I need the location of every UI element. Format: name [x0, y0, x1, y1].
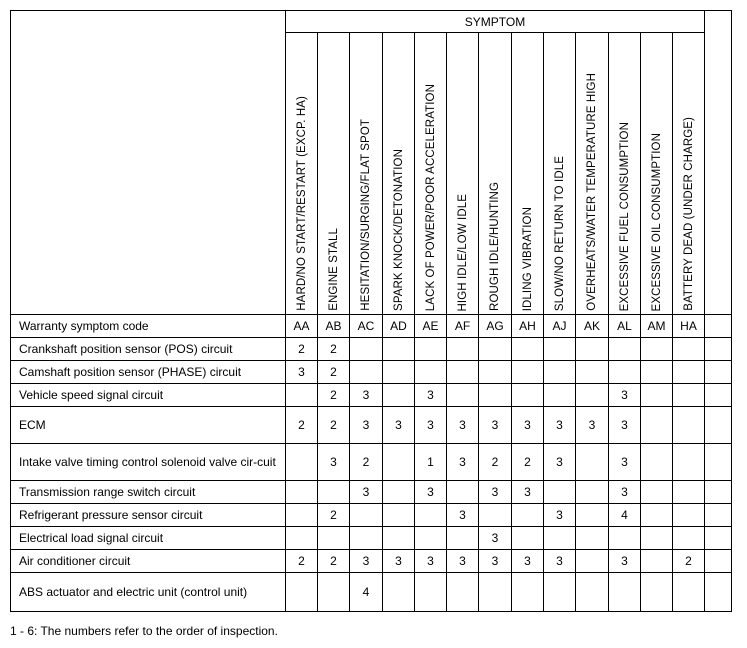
warranty-code-cell: AB: [318, 315, 350, 338]
symptom-column-header: [576, 33, 609, 315]
inspection-order-cell: 3: [512, 407, 544, 444]
inspection-order-cell: [383, 504, 415, 527]
inspection-order-cell: 3: [512, 481, 544, 504]
inspection-order-cell: [512, 384, 544, 407]
inspection-order-cell: 3: [318, 444, 350, 481]
warranty-code-cell: AE: [415, 315, 447, 338]
symptom-column-header: [641, 33, 673, 315]
inspection-order-cell: [479, 384, 512, 407]
symptom-column-label: HIGH IDLE/LOW IDLE: [456, 193, 469, 311]
inspection-order-cell: 3: [544, 504, 576, 527]
warranty-row-label: Warranty symptom code: [11, 315, 286, 338]
symptom-header-row: [11, 11, 732, 33]
warranty-code-cell: AH: [512, 315, 544, 338]
inspection-order-cell: 4: [609, 504, 641, 527]
inspection-order-cell: 3: [383, 550, 415, 573]
right-margin-cell: [705, 444, 732, 481]
inspection-order-cell: [350, 527, 383, 550]
inspection-order-cell: [415, 338, 447, 361]
inspection-order-cell: [641, 550, 673, 573]
inspection-order-cell: 3: [544, 444, 576, 481]
warranty-code-cell: AM: [641, 315, 673, 338]
right-margin-cell: [705, 407, 732, 444]
inspection-order-cell: 3: [609, 407, 641, 444]
symptom-matrix-table: [10, 10, 732, 612]
inspection-order-cell: 3: [415, 550, 447, 573]
inspection-order-cell: [641, 573, 673, 612]
inspection-order-cell: 3: [512, 550, 544, 573]
inspection-order-cell: [447, 384, 479, 407]
inspection-order-cell: [641, 361, 673, 384]
inspection-order-cell: 3: [544, 550, 576, 573]
inspection-order-cell: [286, 384, 318, 407]
inspection-order-cell: [673, 361, 705, 384]
inspection-order-cell: [286, 444, 318, 481]
inspection-order-cell: [479, 573, 512, 612]
inspection-order-cell: [576, 527, 609, 550]
inspection-order-cell: [447, 527, 479, 550]
table-row: [11, 527, 732, 550]
inspection-order-cell: 3: [447, 504, 479, 527]
symptom-column-header: [544, 33, 576, 315]
table-row: [11, 407, 732, 444]
warranty-code-cell: AF: [447, 315, 479, 338]
inspection-order-cell: [479, 361, 512, 384]
inspection-order-cell: [512, 527, 544, 550]
row-label: Camshaft position sensor (PHASE) circuit: [11, 361, 286, 384]
table-row: [11, 361, 732, 384]
inspection-order-cell: [383, 361, 415, 384]
symptom-column-header: [512, 33, 544, 315]
inspection-order-cell: 2: [479, 444, 512, 481]
symptom-column-header: [350, 33, 383, 315]
inspection-order-cell: 2: [286, 338, 318, 361]
row-label: Electrical load signal circuit: [11, 527, 286, 550]
right-margin-cell: [705, 315, 732, 338]
inspection-order-cell: 2: [318, 361, 350, 384]
symptom-column-header: [415, 33, 447, 315]
table-row: [11, 550, 732, 573]
symptom-column-label: LACK OF POWER/POOR ACCELERATION: [424, 83, 437, 311]
table-row: [11, 504, 732, 527]
symptom-column-header: [479, 33, 512, 315]
symptom-column-header: [286, 33, 318, 315]
inspection-order-cell: [286, 527, 318, 550]
inspection-order-cell: [576, 361, 609, 384]
inspection-order-cell: [415, 361, 447, 384]
symptom-column-header: [447, 33, 479, 315]
inspection-order-cell: [383, 527, 415, 550]
inspection-order-cell: [576, 384, 609, 407]
footnote: 1 - 6: The numbers refer to the order of inspection.: [10, 624, 278, 638]
inspection-order-cell: [673, 407, 705, 444]
inspection-order-cell: 3: [350, 481, 383, 504]
symptom-column-label: IDLING VIBRATION: [521, 206, 534, 311]
inspection-order-cell: 3: [609, 384, 641, 407]
inspection-order-cell: [318, 573, 350, 612]
row-label: Intake valve timing control solenoid valve cir-cuit: [11, 444, 286, 481]
inspection-order-cell: [286, 481, 318, 504]
symptom-column-header: [609, 33, 641, 315]
inspection-order-cell: 3: [576, 407, 609, 444]
inspection-order-cell: [576, 550, 609, 573]
inspection-order-cell: [609, 573, 641, 612]
inspection-order-cell: 2: [318, 338, 350, 361]
right-margin-cell: [705, 550, 732, 573]
inspection-order-cell: [415, 527, 447, 550]
table-row: [11, 384, 732, 407]
symptom-column-header: [673, 33, 705, 315]
symptom-column-label: ROUGH IDLE/HUNTING: [489, 182, 501, 311]
row-label: Air conditioner circuit: [11, 550, 286, 573]
inspection-order-cell: 3: [544, 407, 576, 444]
inspection-order-cell: [512, 504, 544, 527]
inspection-order-cell: [479, 338, 512, 361]
row-label: ABS actuator and electric unit (control unit): [11, 573, 286, 612]
inspection-order-cell: [576, 573, 609, 612]
warranty-code-cell: AJ: [544, 315, 576, 338]
symptom-column-label: HARD/NO START/RESTART (EXCP. HA): [295, 96, 308, 311]
warranty-code-cell: AC: [350, 315, 383, 338]
inspection-order-cell: 2: [286, 550, 318, 573]
inspection-order-cell: 2: [318, 407, 350, 444]
inspection-order-cell: [641, 527, 673, 550]
inspection-order-cell: [479, 504, 512, 527]
row-label: Transmission range switch circuit: [11, 481, 286, 504]
row-label: Crankshaft position sensor (POS) circuit: [11, 338, 286, 361]
warranty-code-cell: AA: [286, 315, 318, 338]
inspection-order-cell: [576, 504, 609, 527]
inspection-order-cell: [673, 481, 705, 504]
inspection-order-cell: [576, 444, 609, 481]
right-margin-cell: [705, 11, 732, 315]
inspection-order-cell: [383, 481, 415, 504]
inspection-order-cell: [544, 481, 576, 504]
inspection-order-cell: 3: [447, 407, 479, 444]
inspection-order-cell: [641, 444, 673, 481]
symptom-title: SYMPTOM: [286, 11, 705, 33]
corner-cell: [11, 11, 286, 315]
inspection-order-cell: 3: [415, 407, 447, 444]
inspection-order-cell: 3: [350, 384, 383, 407]
inspection-order-cell: [641, 481, 673, 504]
inspection-order-cell: [673, 444, 705, 481]
inspection-order-cell: [447, 361, 479, 384]
diagnosis-table-container: [10, 10, 732, 612]
inspection-order-cell: 3: [479, 481, 512, 504]
symptom-column-label: HESITATION/SURGING/FLAT SPOT: [360, 119, 372, 311]
inspection-order-cell: [609, 338, 641, 361]
inspection-order-cell: [609, 361, 641, 384]
inspection-order-cell: 2: [318, 550, 350, 573]
inspection-order-cell: [350, 361, 383, 384]
inspection-order-cell: [512, 338, 544, 361]
inspection-order-cell: [609, 527, 641, 550]
inspection-order-cell: [673, 384, 705, 407]
inspection-order-cell: 3: [609, 444, 641, 481]
row-label: Refrigerant pressure sensor circuit: [11, 504, 286, 527]
inspection-order-cell: 2: [318, 504, 350, 527]
inspection-order-cell: [673, 338, 705, 361]
symptom-column-label: OVERHEATS/WATER TEMPERATURE HIGH: [586, 73, 598, 311]
table-row: [11, 338, 732, 361]
inspection-order-cell: 3: [350, 550, 383, 573]
symptom-column-label: ENGINE STALL: [327, 228, 340, 311]
inspection-order-cell: [383, 573, 415, 612]
inspection-order-cell: [544, 384, 576, 407]
inspection-order-cell: [383, 384, 415, 407]
symptom-column-label: EXCESSIVE FUEL CONSUMPTION: [618, 121, 631, 311]
inspection-order-cell: 3: [447, 444, 479, 481]
inspection-order-cell: [286, 573, 318, 612]
right-margin-cell: [705, 504, 732, 527]
inspection-order-cell: [447, 573, 479, 612]
inspection-order-cell: 3: [479, 527, 512, 550]
inspection-order-cell: [641, 384, 673, 407]
inspection-order-cell: [673, 527, 705, 550]
right-margin-cell: [705, 527, 732, 550]
inspection-order-cell: 3: [609, 550, 641, 573]
inspection-order-cell: 2: [512, 444, 544, 481]
inspection-order-cell: 2: [350, 444, 383, 481]
inspection-order-cell: [512, 361, 544, 384]
inspection-order-cell: [318, 481, 350, 504]
inspection-order-cell: [641, 338, 673, 361]
inspection-order-cell: 1: [415, 444, 447, 481]
warranty-code-cell: AK: [576, 315, 609, 338]
right-margin-cell: [705, 361, 732, 384]
inspection-order-cell: [641, 407, 673, 444]
inspection-order-cell: 3: [286, 361, 318, 384]
inspection-order-cell: 3: [415, 384, 447, 407]
inspection-order-cell: [383, 444, 415, 481]
inspection-order-cell: [318, 527, 350, 550]
inspection-order-cell: 3: [447, 550, 479, 573]
row-label: Vehicle speed signal circuit: [11, 384, 286, 407]
inspection-order-cell: 3: [350, 407, 383, 444]
inspection-order-cell: [415, 573, 447, 612]
inspection-order-cell: [544, 573, 576, 612]
table-row: [11, 481, 732, 504]
symptom-column-label: EXCESSIVE OIL CONSUMPTION: [650, 132, 663, 311]
inspection-order-cell: 2: [318, 384, 350, 407]
table-row: [11, 573, 732, 612]
warranty-code-cell: HA: [673, 315, 705, 338]
inspection-order-cell: [673, 504, 705, 527]
inspection-order-cell: [641, 504, 673, 527]
inspection-order-cell: [512, 573, 544, 612]
right-margin-cell: [705, 481, 732, 504]
inspection-order-cell: [544, 527, 576, 550]
inspection-order-cell: 4: [350, 573, 383, 612]
warranty-code-cell: AG: [479, 315, 512, 338]
inspection-order-cell: 3: [609, 481, 641, 504]
inspection-order-cell: 3: [415, 481, 447, 504]
inspection-order-cell: [576, 481, 609, 504]
inspection-order-cell: 3: [479, 407, 512, 444]
inspection-order-cell: [544, 361, 576, 384]
inspection-order-cell: [447, 338, 479, 361]
inspection-order-cell: [286, 504, 318, 527]
inspection-order-cell: [544, 338, 576, 361]
inspection-order-cell: [576, 338, 609, 361]
row-label: ECM: [11, 407, 286, 444]
inspection-order-cell: [350, 504, 383, 527]
warranty-code-cell: AL: [609, 315, 641, 338]
inspection-order-cell: [415, 504, 447, 527]
inspection-order-cell: [383, 338, 415, 361]
symptom-column-label: BATTERY DEAD (UNDER CHARGE): [682, 117, 695, 311]
warranty-code-cell: AD: [383, 315, 415, 338]
symptom-column-header: [318, 33, 350, 315]
inspection-order-cell: 2: [673, 550, 705, 573]
symptom-column-header: [383, 33, 415, 315]
symptom-column-label: SPARK KNOCK/DETONATION: [392, 149, 405, 311]
right-margin-cell: [705, 573, 732, 612]
inspection-order-cell: 3: [479, 550, 512, 573]
inspection-order-cell: 2: [286, 407, 318, 444]
warranty-code-row: [11, 315, 732, 338]
right-margin-cell: [705, 338, 732, 361]
table-row: [11, 444, 732, 481]
inspection-order-cell: [350, 338, 383, 361]
right-margin-cell: [705, 384, 732, 407]
inspection-order-cell: 3: [383, 407, 415, 444]
symptom-column-label: SLOW/NO RETURN TO IDLE: [553, 155, 566, 311]
inspection-order-cell: [447, 481, 479, 504]
inspection-order-cell: [673, 573, 705, 612]
